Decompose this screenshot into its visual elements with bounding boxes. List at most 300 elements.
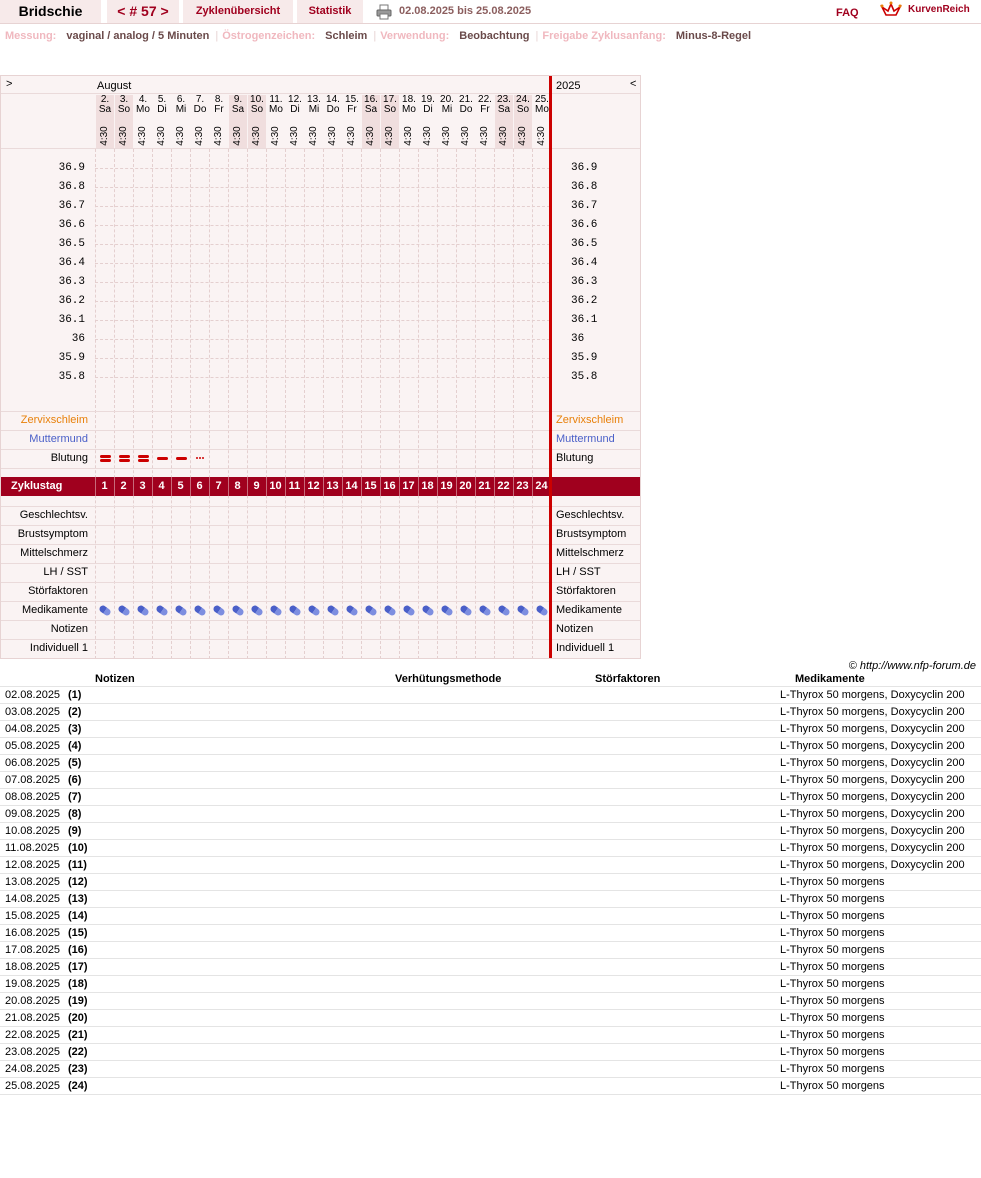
row-date: 20.08.2025 <box>5 995 61 1007</box>
row-date: 07.08.2025 <box>5 774 61 786</box>
table-row[interactable] <box>0 772 981 789</box>
day-column-header[interactable] <box>96 95 114 148</box>
day-column-header[interactable] <box>191 95 209 148</box>
measure-time <box>229 125 247 147</box>
pill-icon[interactable] <box>478 604 492 617</box>
grid-line-horizontal <box>95 282 550 283</box>
table-row[interactable] <box>0 874 981 891</box>
cycle-day-cell[interactable]: 8 <box>228 477 246 496</box>
row-date: 12.08.2025 <box>5 859 61 871</box>
row-medication: L-Thyrox 50 morgens <box>780 961 885 973</box>
pill-icon[interactable] <box>98 604 112 617</box>
row-cycle-day: (10) <box>68 842 88 854</box>
day-name: Di <box>290 104 300 115</box>
day-name: Sa <box>98 104 112 115</box>
temperature-label: 36.1 <box>571 314 598 326</box>
release-label: Freigabe Zyklusanfang: <box>542 30 666 42</box>
cycle-day-cell[interactable]: 10 <box>266 477 284 496</box>
day-number: 4. <box>138 94 148 105</box>
pill-icon[interactable] <box>212 604 226 617</box>
row-date: 11.08.2025 <box>5 842 60 854</box>
row-date: 19.08.2025 <box>5 978 61 990</box>
chart-nav-back[interactable]: < <box>630 78 637 90</box>
day-column-header[interactable] <box>495 95 513 148</box>
temperature-label: 35.9 <box>571 352 598 364</box>
measure-time-text: 4:30 <box>270 126 281 146</box>
day-name: Sa <box>231 104 245 115</box>
cycle-day-cell[interactable]: 5 <box>171 477 189 496</box>
table-row[interactable] <box>0 687 981 704</box>
day-name: So <box>117 104 131 115</box>
row-label-lh-sst-right: LH / SST <box>556 566 601 578</box>
row-divider <box>1 601 641 602</box>
row-label-blutung: Blutung <box>50 452 88 464</box>
measure-time <box>457 125 475 147</box>
day-column-header[interactable] <box>419 95 437 148</box>
year-label: 2025 <box>556 80 581 92</box>
day-name: Mo <box>269 104 283 115</box>
measure-time <box>286 125 304 147</box>
day-column-header[interactable] <box>305 95 323 148</box>
cycle-day-cell[interactable]: 3 <box>133 477 151 496</box>
row-cycle-day: (6) <box>68 774 82 786</box>
row-label-st-rfaktoren-right: Störfaktoren <box>556 585 616 597</box>
grid-line-horizontal <box>95 187 550 188</box>
measure-time <box>324 125 342 147</box>
header-meds: Medikamente <box>795 673 865 685</box>
measure-time-text: 4:30 <box>213 126 224 146</box>
spotting-mark[interactable] <box>199 457 201 459</box>
row-cycle-day: (24) <box>68 1080 88 1092</box>
pill-icon[interactable] <box>459 604 473 617</box>
row-divider <box>1 506 641 507</box>
row-label-lh-sst: LH / SST <box>43 566 88 578</box>
table-body <box>0 686 981 1095</box>
cycle-day-cell[interactable]: 23 <box>513 477 531 496</box>
day-name: Mi <box>175 104 187 115</box>
cycle-day-cell[interactable]: 22 <box>494 477 512 496</box>
table-row[interactable] <box>0 704 981 721</box>
day-column-header[interactable] <box>248 95 266 148</box>
day-column-header[interactable] <box>172 95 190 148</box>
table-row[interactable] <box>0 755 981 772</box>
row-label-notizen: Notizen <box>50 623 88 635</box>
bleeding-mark[interactable] <box>100 455 111 458</box>
table-row[interactable] <box>0 993 981 1010</box>
temperature-label: 36.5 <box>571 238 598 250</box>
measure-time-text: 4:30 <box>346 126 357 146</box>
pill-icon[interactable] <box>117 604 131 617</box>
notes-table <box>0 673 981 1095</box>
grid-line-horizontal <box>95 320 550 321</box>
day-number: 20. <box>440 94 454 105</box>
row-cycle-day: (5) <box>68 757 82 769</box>
day-name: Mo <box>136 104 150 115</box>
pill-icon[interactable] <box>326 604 340 617</box>
cycle-day-cell[interactable]: 14 <box>342 477 360 496</box>
separator: | <box>535 30 539 42</box>
measure-time-text: 4:30 <box>232 126 243 146</box>
day-column-header[interactable] <box>381 95 399 148</box>
bleeding-mark[interactable] <box>119 459 130 462</box>
pill-icon[interactable] <box>440 604 454 617</box>
pill-icon[interactable] <box>535 604 549 617</box>
row-medication: L-Thyrox 50 morgens <box>780 978 885 990</box>
day-column-header[interactable] <box>267 95 285 148</box>
day-name: Mo <box>402 104 416 115</box>
row-date: 21.08.2025 <box>5 1012 61 1024</box>
cycle-day-cell[interactable]: 2 <box>114 477 132 496</box>
row-cycle-day: (4) <box>68 740 82 752</box>
row-medication: L-Thyrox 50 morgens <box>780 1046 885 1058</box>
table-row[interactable] <box>0 1078 981 1095</box>
table-row[interactable] <box>0 942 981 959</box>
temperature-label: 36.4 <box>58 257 85 269</box>
table-row[interactable] <box>0 738 981 755</box>
row-divider <box>1 620 641 621</box>
measure-time-text: 4:30 <box>536 126 547 146</box>
kurvenreich-logo[interactable] <box>880 0 981 23</box>
temperature-label: 35.9 <box>58 352 85 364</box>
cycle-day-cell[interactable]: 7 <box>209 477 227 496</box>
pill-icon[interactable] <box>269 604 283 617</box>
row-label-individuell-1: Individuell 1 <box>29 642 88 654</box>
pill-icon[interactable] <box>288 604 302 617</box>
grid-line-horizontal <box>95 206 550 207</box>
row-label-muttermund: Muttermund <box>29 433 88 445</box>
row-cycle-day: (13) <box>68 893 88 905</box>
pill-icon[interactable] <box>516 604 530 617</box>
cycle-day-cell[interactable]: 12 <box>304 477 322 496</box>
day-column-header[interactable] <box>343 95 361 148</box>
temperature-label: 36.8 <box>571 181 598 193</box>
row-cycle-day: (17) <box>68 961 88 973</box>
row-cycle-day: (18) <box>68 978 88 990</box>
cycle-day-cell[interactable]: 19 <box>437 477 455 496</box>
row-medication: L-Thyrox 50 morgens <box>780 927 885 939</box>
table-row[interactable] <box>0 840 981 857</box>
day-number: 13. <box>307 94 321 105</box>
measure-time <box>248 125 266 147</box>
table-row[interactable] <box>0 823 981 840</box>
row-medication: L-Thyrox 50 morgens <box>780 1080 885 1092</box>
day-name: Fr <box>347 104 357 115</box>
day-column-header[interactable] <box>153 95 171 148</box>
pill-icon[interactable] <box>364 604 378 617</box>
row-label-brustsymptom-right: Brustsymptom <box>556 528 627 540</box>
table-row[interactable] <box>0 959 981 976</box>
day-column-header[interactable] <box>400 95 418 148</box>
pill-icon[interactable] <box>193 604 207 617</box>
day-number: 19. <box>421 94 435 105</box>
faq-link[interactable]: FAQ <box>836 7 859 19</box>
measure-time-text: 4:30 <box>422 126 433 146</box>
row-label-brustsymptom: Brustsymptom <box>17 528 88 540</box>
row-divider <box>1 525 641 526</box>
row-date: 05.08.2025 <box>5 740 61 752</box>
measure-time-text: 4:30 <box>498 126 509 146</box>
day-number: 23. <box>497 94 511 105</box>
pill-icon[interactable] <box>136 604 150 617</box>
day-column-header[interactable] <box>115 95 133 148</box>
pill-icon[interactable] <box>402 604 416 617</box>
day-name: Mi <box>308 104 320 115</box>
measure-time-text: 4:30 <box>175 126 186 146</box>
row-date: 18.08.2025 <box>5 961 61 973</box>
row-label-blutung-right: Blutung <box>556 452 594 464</box>
row-divider <box>1 430 641 431</box>
estrogen-value: Schleim <box>325 30 368 42</box>
row-medication: L-Thyrox 50 morgens <box>780 1012 885 1024</box>
day-number: 9. <box>233 94 243 105</box>
day-name: Mo <box>535 104 549 115</box>
cycle-day-cell[interactable]: 24 <box>532 477 550 496</box>
user-name: Bridschie <box>0 0 101 23</box>
day-column-header[interactable] <box>476 95 494 148</box>
table-row[interactable] <box>0 857 981 874</box>
measure-time-text: 4:30 <box>118 126 129 146</box>
row-label-notizen-right: Notizen <box>556 623 594 635</box>
pill-icon[interactable] <box>345 604 359 617</box>
day-column-header[interactable] <box>229 95 247 148</box>
row-medication: L-Thyrox 50 morgens <box>780 1029 885 1041</box>
table-row[interactable] <box>0 806 981 823</box>
table-row[interactable] <box>0 1027 981 1044</box>
row-date: 13.08.2025 <box>5 876 61 888</box>
bleeding-mark[interactable] <box>138 455 149 458</box>
row-date: 16.08.2025 <box>5 927 61 939</box>
measure-time-text: 4:30 <box>460 126 471 146</box>
cycle-day-cell[interactable]: 11 <box>285 477 303 496</box>
temperature-label: 36.2 <box>571 295 598 307</box>
row-cycle-day: (20) <box>68 1012 88 1024</box>
estrogen-label: Östrogenzeichen: <box>222 30 316 42</box>
row-date: 08.08.2025 <box>5 791 61 803</box>
cycle-day-cell[interactable]: 9 <box>247 477 265 496</box>
row-medication: L-Thyrox 50 morgens <box>780 995 885 1007</box>
row-cycle-day: (11) <box>68 859 87 871</box>
spotting-mark[interactable] <box>202 457 204 459</box>
day-number: 2. <box>100 94 110 105</box>
day-column-header[interactable] <box>514 95 532 148</box>
row-medication: L-Thyrox 50 morgens <box>780 910 885 922</box>
bleeding-mark[interactable] <box>138 459 149 462</box>
row-medication: L-Thyrox 50 morgens, Doxycyclin 200 <box>780 757 965 769</box>
day-number: 24. <box>516 94 530 105</box>
table-row[interactable] <box>0 1044 981 1061</box>
cycle-day-cell[interactable]: 4 <box>152 477 170 496</box>
table-row[interactable] <box>0 721 981 738</box>
row-medication: L-Thyrox 50 morgens, Doxycyclin 200 <box>780 859 965 871</box>
copyright-notice: © http://www.nfp-forum.de <box>848 660 976 672</box>
day-name: Do <box>193 104 207 115</box>
day-name: Di <box>157 104 167 115</box>
row-cycle-day: (7) <box>68 791 82 803</box>
measure-time-text: 4:30 <box>308 126 319 146</box>
cycle-day-cell[interactable]: 20 <box>456 477 474 496</box>
measure-label: Messung: <box>5 30 57 42</box>
measure-time <box>210 125 228 147</box>
table-row[interactable] <box>0 1010 981 1027</box>
temperature-label: 36.4 <box>571 257 598 269</box>
row-date: 15.08.2025 <box>5 910 61 922</box>
row-date: 24.08.2025 <box>5 1063 61 1075</box>
row-label-muttermund-right: Muttermund <box>556 433 615 445</box>
header-notes: Notizen <box>95 673 135 685</box>
temperature-label: 36.7 <box>571 200 598 212</box>
measure-time <box>514 125 532 147</box>
top-bar <box>0 0 981 24</box>
chart-nav-forward[interactable]: > <box>6 78 13 90</box>
table-row[interactable] <box>0 789 981 806</box>
temperature-label: 36.5 <box>58 238 85 250</box>
pill-icon[interactable] <box>250 604 264 617</box>
day-column-header[interactable] <box>134 95 152 148</box>
row-date: 25.08.2025 <box>5 1080 61 1092</box>
temperature-label: 36 <box>71 333 85 345</box>
grid-line-horizontal <box>95 225 550 226</box>
day-number: 3. <box>119 94 129 105</box>
cycle-day-cell[interactable]: 1 <box>95 477 113 496</box>
row-date: 02.08.2025 <box>5 689 61 701</box>
row-medication: L-Thyrox 50 morgens <box>780 893 885 905</box>
row-cycle-day: (19) <box>68 995 88 1007</box>
row-medication: L-Thyrox 50 morgens, Doxycyclin 200 <box>780 825 965 837</box>
table-row[interactable] <box>0 976 981 993</box>
measure-time <box>419 125 437 147</box>
table-row[interactable] <box>0 908 981 925</box>
row-date: 09.08.2025 <box>5 808 61 820</box>
bleeding-mark[interactable] <box>176 457 187 460</box>
row-date: 22.08.2025 <box>5 1029 61 1041</box>
temperature-label: 36.9 <box>571 162 598 174</box>
day-number: 21. <box>459 94 473 105</box>
measure-time <box>362 125 380 147</box>
measure-time-text: 4:30 <box>137 126 148 146</box>
print-icon[interactable] <box>376 0 392 23</box>
row-label-geschlechtsv: Geschlechtsv. <box>19 509 88 521</box>
measure-time-text: 4:30 <box>365 126 376 146</box>
day-number: 12. <box>288 94 302 105</box>
row-divider <box>1 639 641 640</box>
row-medication: L-Thyrox 50 morgens <box>780 876 885 888</box>
day-name: So <box>383 104 397 115</box>
day-number: 6. <box>176 94 186 105</box>
day-name: Fr <box>480 104 490 115</box>
measure-time-text: 4:30 <box>99 126 110 146</box>
day-name: Sa <box>364 104 378 115</box>
pill-icon[interactable] <box>231 604 245 617</box>
pill-icon[interactable] <box>155 604 169 617</box>
day-number: 16. <box>364 94 378 105</box>
cycle-overview-tab[interactable]: Zyklenübersicht <box>183 0 293 23</box>
usage-value: Beobachtung <box>459 30 530 42</box>
table-row[interactable] <box>0 925 981 942</box>
cycle-day-cell[interactable]: 13 <box>323 477 341 496</box>
logo-text: KurvenReich <box>908 4 970 15</box>
measure-time <box>381 125 399 147</box>
date-range: 02.08.2025 bis 25.08.2025 <box>399 5 532 17</box>
row-cycle-day: (16) <box>68 944 88 956</box>
separator: | <box>215 30 219 42</box>
bleeding-mark[interactable] <box>119 455 130 458</box>
row-divider <box>1 449 641 450</box>
grid-line-horizontal <box>95 358 550 359</box>
measure-time <box>134 125 152 147</box>
row-divider <box>1 563 641 564</box>
measure-time <box>438 125 456 147</box>
day-number: 25. <box>535 94 549 105</box>
row-label-geschlechtsv-right: Geschlechtsv. <box>556 509 625 521</box>
row-cycle-day: (12) <box>68 876 88 888</box>
statistics-tab[interactable]: Statistik <box>297 0 363 23</box>
cycle-day-cell[interactable]: 6 <box>190 477 208 496</box>
row-medication: L-Thyrox 50 morgens, Doxycyclin 200 <box>780 723 965 735</box>
cycle-day-cell[interactable]: 18 <box>418 477 436 496</box>
separator: | <box>373 30 377 42</box>
cycle-settings-line <box>5 30 753 42</box>
crown-icon <box>880 1 902 19</box>
pill-icon[interactable] <box>174 604 188 617</box>
table-row[interactable] <box>0 891 981 908</box>
cycle-day-cell[interactable]: 21 <box>475 477 493 496</box>
row-medication: L-Thyrox 50 morgens, Doxycyclin 200 <box>780 791 965 803</box>
cycle-day-cell[interactable]: 17 <box>399 477 417 496</box>
cycle-end-marker <box>549 76 552 659</box>
measure-time-text: 4:30 <box>251 126 262 146</box>
bleeding-mark[interactable] <box>100 459 111 462</box>
cycle-day-cell[interactable]: 15 <box>361 477 379 496</box>
pill-icon[interactable] <box>421 604 435 617</box>
day-name: Do <box>459 104 473 115</box>
day-column-header[interactable] <box>210 95 228 148</box>
measure-time-text: 4:30 <box>479 126 490 146</box>
day-number: 15. <box>345 94 359 105</box>
day-column-header[interactable] <box>362 95 380 148</box>
row-cycle-day: (14) <box>68 910 88 922</box>
release-value: Minus-8-Regel <box>675 30 752 42</box>
row-medication: L-Thyrox 50 morgens, Doxycyclin 200 <box>780 842 965 854</box>
temperature-label: 36.3 <box>571 276 598 288</box>
table-row[interactable] <box>0 1061 981 1078</box>
temperature-label: 35.8 <box>58 371 85 383</box>
pill-icon[interactable] <box>497 604 511 617</box>
pill-icon[interactable] <box>307 604 321 617</box>
day-column-header[interactable] <box>324 95 342 148</box>
row-medication: L-Thyrox 50 morgens <box>780 1063 885 1075</box>
temperature-label: 36 <box>571 333 585 345</box>
grid-line-horizontal <box>95 377 550 378</box>
cycle-navigator[interactable]: < # 57 > <box>107 0 179 23</box>
measure-time <box>495 125 513 147</box>
day-number: 7. <box>195 94 205 105</box>
row-cycle-day: (15) <box>68 927 88 939</box>
day-column-header[interactable] <box>457 95 475 148</box>
row-medication: L-Thyrox 50 morgens, Doxycyclin 200 <box>780 740 965 752</box>
bleeding-mark[interactable] <box>157 457 168 460</box>
row-date: 06.08.2025 <box>5 757 61 769</box>
row-date: 17.08.2025 <box>5 944 61 956</box>
row-label-st-rfaktoren: Störfaktoren <box>28 585 88 597</box>
day-column-header[interactable] <box>438 95 456 148</box>
spotting-mark[interactable] <box>196 457 198 459</box>
day-column-header[interactable] <box>286 95 304 148</box>
measure-time-text: 4:30 <box>403 126 414 146</box>
day-name: So <box>250 104 264 115</box>
cycle-day-cell[interactable]: 16 <box>380 477 398 496</box>
pill-icon[interactable] <box>383 604 397 617</box>
month-label: August <box>97 80 132 92</box>
